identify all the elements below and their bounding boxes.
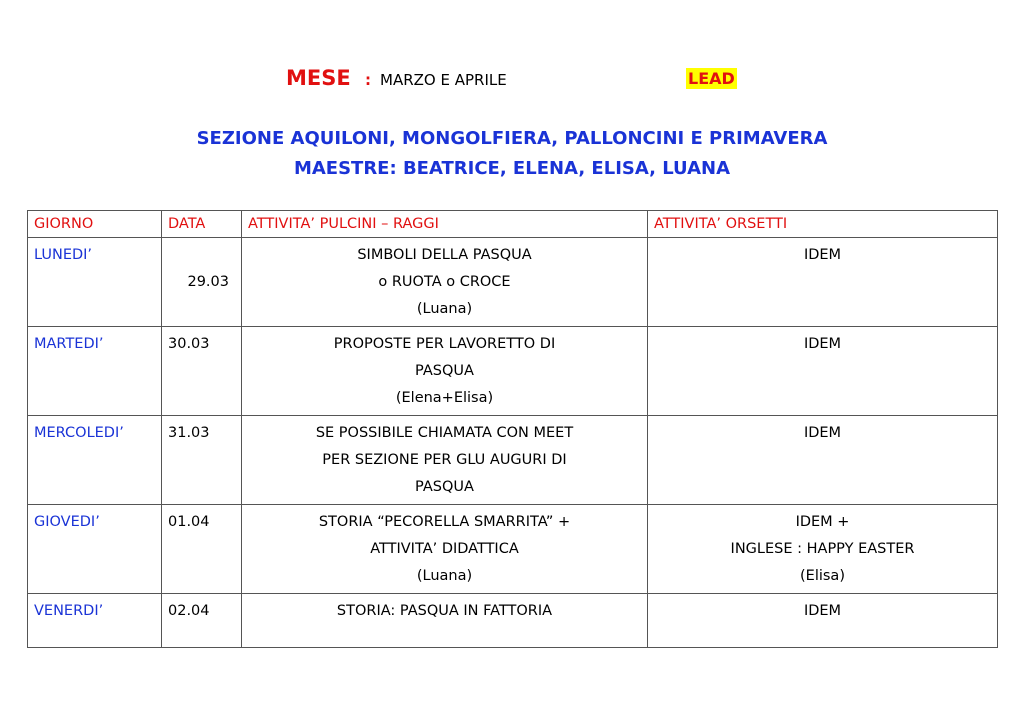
activity-line: PASQUA <box>415 479 474 495</box>
table-row <box>28 327 998 416</box>
orsetti-cell <box>648 505 998 594</box>
orsetti-line: IDEM + <box>795 514 850 530</box>
month-value: MARZO E APRILE <box>380 71 507 89</box>
activity-line: o RUOTA o CROCE <box>378 274 511 290</box>
header-attivita-pulcini: ATTIVITA’ PULCINI – RAGGI <box>242 211 648 238</box>
activity-cell <box>242 238 648 327</box>
orsetti-cell <box>648 327 998 416</box>
mese-label: MESE <box>286 66 351 90</box>
date-cell: 31.03 <box>162 416 242 505</box>
table-row <box>28 238 998 327</box>
activity-cell <box>242 416 648 505</box>
activity-line: STORIA: PASQUA IN FATTORIA <box>336 603 553 619</box>
header-attivita-orsetti: ATTIVITA’ ORSETTI <box>648 211 998 238</box>
table-row <box>28 505 998 594</box>
activity-cell <box>242 505 648 594</box>
mese-colon: : <box>365 71 371 89</box>
activity-line: SE POSSIBILE CHIAMATA CON MEET <box>315 425 574 441</box>
table-row <box>28 416 998 505</box>
activity-line: PER SEZIONE PER GLU AUGURI DI <box>322 452 567 468</box>
activity-line: SIMBOLI DELLA PASQUA <box>357 247 532 263</box>
date-cell: 01.04 <box>162 505 242 594</box>
orsetti-line: INGLESE : HAPPY EASTER <box>730 541 915 557</box>
orsetti-line: IDEM <box>803 425 842 441</box>
orsetti-line: IDEM <box>803 247 842 263</box>
section-title: SEZIONE AQUILONI, MONGOLFIERA, PALLONCINI E PRIMAVERA <box>196 128 828 149</box>
day-cell: GIOVEDI’ <box>28 505 162 594</box>
activity-cell <box>242 327 648 416</box>
activity-cell <box>242 594 648 648</box>
lead-badge: LEAD <box>688 69 735 88</box>
day-cell: VENERDI’ <box>28 594 162 648</box>
day-cell: MARTEDI’ <box>28 327 162 416</box>
header-giorno: GIORNO <box>28 211 162 238</box>
orsetti-line: IDEM <box>803 603 842 619</box>
activity-line: (Luana) <box>416 301 473 317</box>
activity-line: PROPOSTE PER LAVORETTO DI <box>333 336 556 352</box>
day-cell: LUNEDI’ <box>28 238 162 327</box>
teachers-line: MAESTRE: BEATRICE, ELENA, ELISA, LUANA <box>293 158 731 179</box>
table-row <box>28 594 998 648</box>
day-cell: MERCOLEDI’ <box>28 416 162 505</box>
orsetti-line: IDEM <box>803 336 842 352</box>
orsetti-cell <box>648 416 998 505</box>
orsetti-line: (Elisa) <box>800 568 845 584</box>
activity-line: STORIA “PECORELLA SMARRITA” + <box>318 514 571 530</box>
activity-line: PASQUA <box>415 363 474 379</box>
date-cell: 30.03 <box>162 327 242 416</box>
date-cell <box>162 238 242 327</box>
date-value: 29.03 <box>187 274 229 290</box>
orsetti-cell <box>648 238 998 327</box>
activity-line: ATTIVITA’ DIDATTICA <box>370 541 519 557</box>
activity-line: (Luana) <box>416 568 473 584</box>
schedule-table <box>27 210 998 648</box>
table-header-row <box>28 211 998 238</box>
activity-line: (Elena+Elisa) <box>395 390 494 406</box>
date-cell: 02.04 <box>162 594 242 648</box>
header-data: DATA <box>162 211 242 238</box>
orsetti-cell <box>648 594 998 648</box>
document-header <box>0 66 1024 96</box>
